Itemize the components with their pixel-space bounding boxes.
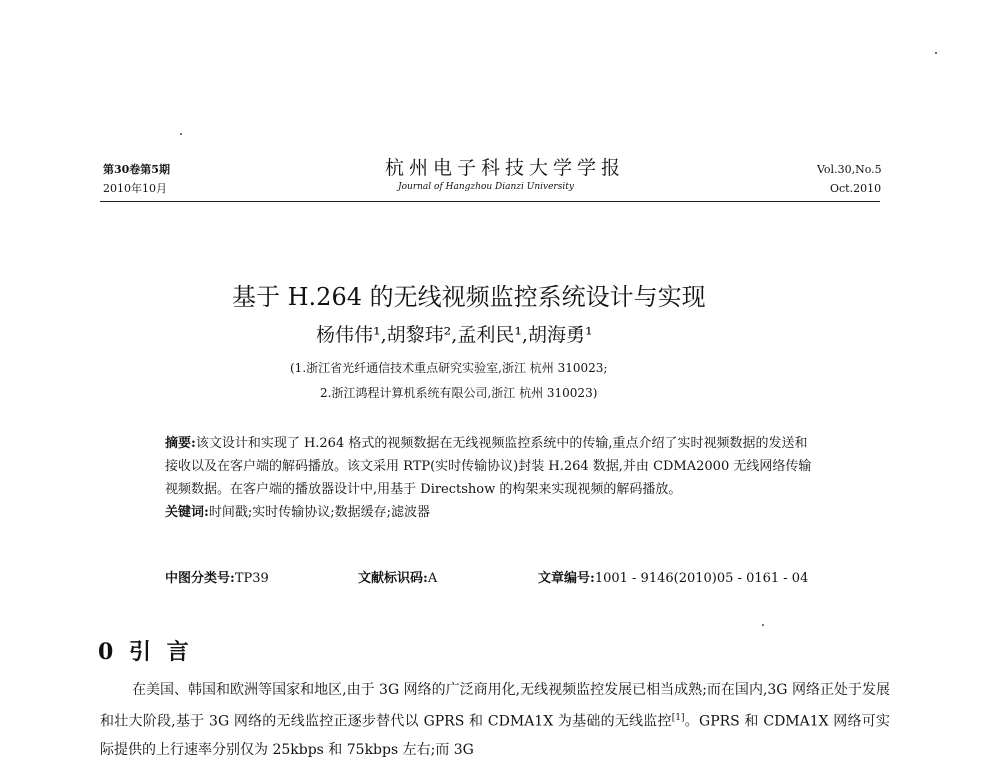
speck <box>180 133 182 135</box>
body-paragraph-cont: 。GPRS 和 CDMA1X 网络可实际提供的上行速率分别仅为 25kbps 和 75kbps 左右;而 3G <box>100 713 891 758</box>
header-volume-cn: 第30卷第5期 <box>103 163 170 176</box>
affiliation-2: 2.浙江鸿程计算机系统有限公司,浙江 杭州 310023) <box>320 386 598 400</box>
article-no-value: 1001 - 9146(2010)05 - 0161 - 04 <box>594 571 809 586</box>
clc-label: 中图分类号: <box>165 571 235 586</box>
author-list: 杨伟伟¹,胡黎玮²,孟利民¹,胡海勇¹ <box>316 324 593 346</box>
classification-line <box>165 567 820 590</box>
body-paragraph-text: 在美国、韩国和欧洲等国家和地区,由于 3G 网络的广泛商用化,无线视频监控发展已相当成熟;而在国内,3G 网络正处于发展和壮大阶段,基于 3G 网络的无线监控正逐步替代以 GPRS 和 CDMA1X 为基础的无线监控 <box>100 682 890 730</box>
abstract-text: 该文设计和实现了 H.264 格式的视频数据在无线视频监控系统中的传输,重点介绍了实时视频数据的发送和接收以及在客户端的解码播放。该文采用 RTP(实时传输协议)封装 H.264 数据,并由 CDMA2000 无线网络传输视频数据。在客户端的播放器设计中,用基于 Directshow 的构架来实现视频的解码播放。 <box>165 436 812 497</box>
body-paragraph <box>100 676 890 764</box>
section-heading: 0 引 言 <box>98 639 193 665</box>
abstract-paragraph <box>165 432 820 501</box>
affiliation-1: (1.浙江省光纤通信技术重点研究实验室,浙江 杭州 310023; <box>290 361 608 375</box>
clc-field <box>165 567 269 586</box>
journal-title-en: Journal of Hangzhou Dianzi University <box>398 182 574 192</box>
citation-ref: [1] <box>671 713 685 723</box>
keywords-label: 关键词: <box>165 505 209 520</box>
header-volume-en: Vol.30,No.5 <box>817 163 882 176</box>
header-rule <box>100 201 880 202</box>
paper-title: 基于 H.264 的无线视频监控系统设计与实现 <box>232 283 706 311</box>
header-date-en: Oct.2010 <box>830 182 882 195</box>
body-text <box>100 676 890 764</box>
header-date-cn: 2010年10月 <box>103 182 167 195</box>
doc-code-value: A <box>427 571 438 586</box>
keywords-text: 时间戳;实时传输协议;数据缓存;滤波器 <box>208 505 430 520</box>
abstract-block <box>165 432 820 524</box>
article-no-field <box>538 567 808 586</box>
clc-value: TP39 <box>234 571 269 586</box>
speck <box>762 624 764 626</box>
article-no-label: 文章编号: <box>538 571 595 586</box>
doc-code-field <box>358 567 437 586</box>
keywords-line <box>165 501 820 524</box>
abstract-label: 摘要: <box>165 436 196 451</box>
journal-title-cn: 杭州电子科技大学学报 <box>385 157 626 179</box>
speck <box>935 52 937 54</box>
doc-code-label: 文献标识码: <box>358 571 428 586</box>
